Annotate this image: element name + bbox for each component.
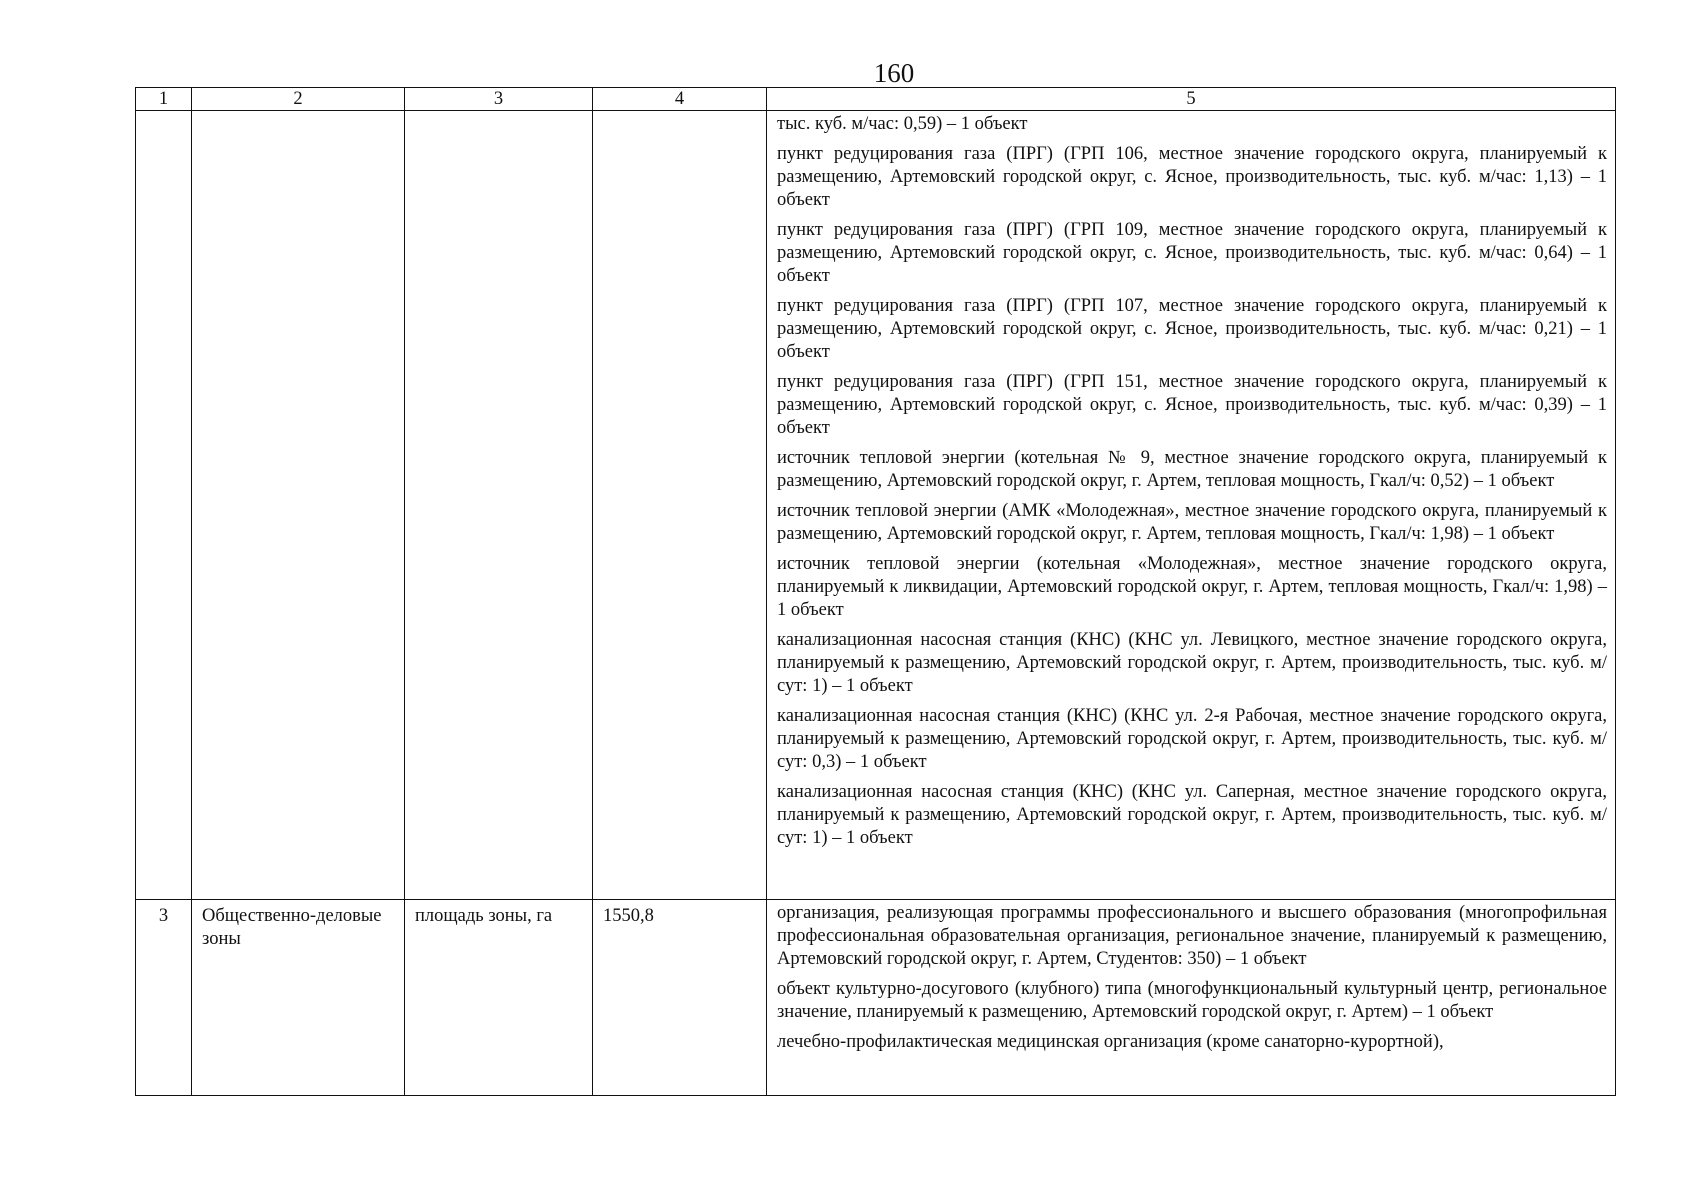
table-row: [136, 111, 1616, 900]
zone-name-cell: [192, 111, 405, 900]
object-entry: лечебно-профилактическая медицинская организация (кроме санаторно-курортной),: [777, 1032, 1444, 1052]
object-entry: источник тепловой энергии (котельная № 9, местное значение городского округа, планируемый к размещению, Артемовский городской округ, г. Артем, тепловая мощность, Гкал/ч: 0,52) – 1 объект: [777, 448, 1607, 491]
column-header-2: 2: [192, 88, 405, 111]
object-entry: пункт редуцирования газа (ПРГ) (ГРП 109, местное значение городского округа, планируемый к размещению, Артемовский городской округ, с. Ясное, производительность, тыс. куб. м/час: 0,64) – 1 объект: [777, 220, 1607, 286]
object-entry: организация, реализующая программы профессионального и высшего образования (многопрофильная профессиональная образовательная организация, региональное значение, планируемый к размещению, Артемовский городской округ, г. Артем, Студентов: 350) – 1 объект: [777, 903, 1607, 969]
table-row: [136, 900, 1616, 1096]
object-entry: пункт редуцирования газа (ПРГ) (ГРП 151, местное значение городского округа, планируемый к размещению, Артемовский городской округ, с. Ясное, производительность, тыс. куб. м/час: 0,39) – 1 объект: [777, 372, 1607, 438]
row-number-cell: 3: [136, 900, 192, 1096]
table-header-row: [136, 88, 1616, 111]
object-entry: канализационная насосная станция (КНС) (КНС ул. Левицкого, местное значение городского округа, планируемый к размещению, Артемовский городской округ, г. Артем, производительность, тыс. куб. м/сут: 1) – 1 объект: [777, 630, 1607, 696]
row-number-cell: [136, 111, 192, 900]
column-header-1: 1: [136, 88, 192, 111]
objects-cell: [767, 111, 1616, 900]
zone-name-cell: Общественно-деловые зоны: [192, 900, 405, 1096]
value-cell: [593, 111, 767, 900]
object-entry: пункт редуцирования газа (ПРГ) (ГРП 107, местное значение городского округа, планируемый к размещению, Артемовский городской округ, с. Ясное, производительность, тыс. куб. м/час: 0,21) – 1 объект: [777, 296, 1607, 362]
object-entry: источник тепловой энергии (АМК «Молодежная», местное значение городского округа, планируемый к размещению, Артемовский городской округ, г. Артем, тепловая мощность, Гкал/ч: 1,98) – 1 объект: [777, 501, 1607, 544]
column-header-4: 4: [593, 88, 767, 111]
value-cell: 1550,8: [593, 900, 767, 1096]
object-entry: объект культурно-досугового (клубного) типа (многофункциональный культурный центр, региональное значение, планируемый к размещению, Артемовский городской округ, г. Артем) – 1 объект: [777, 979, 1607, 1022]
object-entry: канализационная насосная станция (КНС) (КНС ул. Саперная, местное значение городского округа, планируемый к размещению, Артемовский городской округ, г. Артем, производительность, тыс. куб. м/сут: 1) – 1 объект: [777, 782, 1607, 848]
parameter-cell: площадь зоны, га: [405, 900, 593, 1096]
object-entry: тыс. куб. м/час: 0,59) – 1 объект: [777, 114, 1028, 134]
object-entry: пункт редуцирования газа (ПРГ) (ГРП 106, местное значение городского округа, планируемый к размещению, Артемовский городской округ, с. Ясное, производительность, тыс. куб. м/час: 1,13) – 1 объект: [777, 144, 1607, 210]
object-entry: канализационная насосная станция (КНС) (КНС ул. 2-я Рабочая, местное значение городского округа, планируемый к размещению, Артемовский городской округ, г. Артем, производительность, тыс. куб. м/сут: 0,3) – 1 объект: [777, 706, 1607, 772]
page-number: 160: [873, 58, 915, 88]
parameter-cell: [405, 111, 593, 900]
object-entry: источник тепловой энергии (котельная «Молодежная», местное значение городского округа, планируемый к ликвидации, Артемовский городской округ, г. Артем, тепловая мощность, Гкал/ч: 1,98) – 1 объект: [777, 554, 1607, 620]
objects-cell: [767, 900, 1616, 1096]
column-header-3: 3: [405, 88, 593, 111]
document-table: [135, 87, 1616, 1096]
objects-clip: [777, 902, 1607, 1092]
column-header-5: 5: [767, 88, 1616, 111]
